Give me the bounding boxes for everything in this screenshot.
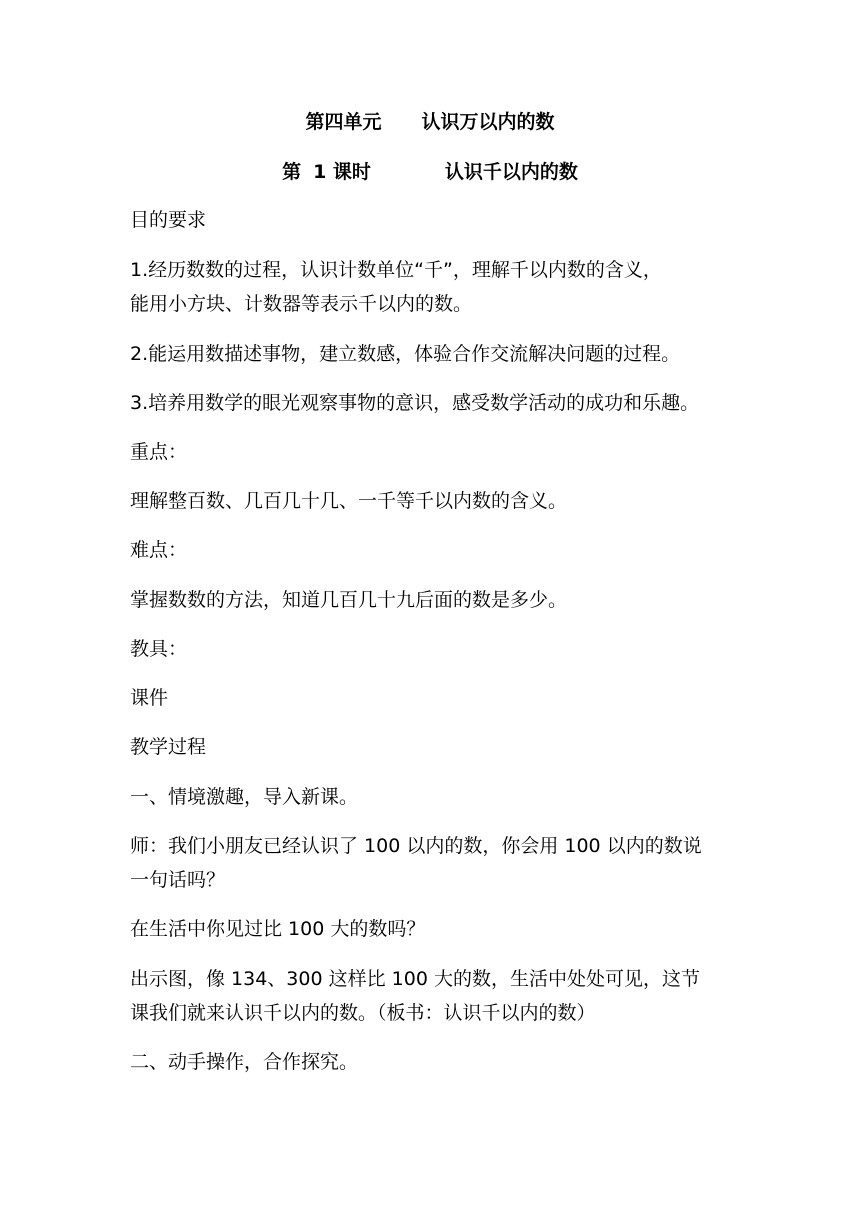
teaching-aids-text: 课件: [130, 687, 169, 709]
unit-label: 第四单元: [305, 111, 382, 133]
key-point-heading: 重点：: [130, 441, 188, 463]
process-heading: 教学过程: [130, 736, 207, 758]
section-1-heading: 一、情境激趣，导入新课。: [130, 786, 359, 808]
unit-topic: 认识万以内的数: [421, 111, 555, 133]
difficulty-heading: 难点：: [130, 539, 188, 561]
question-line: 在生活中你见过比 100 大的数吗？: [130, 918, 426, 940]
objective-2: 2.能运用数描述事物，建立数感，体验合作交流解决问题的过程。: [130, 343, 681, 365]
key-point-text: 理解整百数、几百几十几、一千等千以内数的含义。: [130, 490, 568, 512]
show-picture-line-1: 出示图，像 134、300 这样比 100 大的数，生活中处处可见，这节: [130, 968, 700, 990]
lesson-topic: 认识千以内的数: [444, 161, 578, 183]
teacher-line-1: 师：我们小朋友已经认识了 100 以内的数，你会用 100 以内的数说: [130, 835, 702, 857]
objective-1-line-1: 1.经历数数的过程，认识计数单位“千”，理解千以内数的含义，: [130, 259, 662, 281]
teaching-aids-heading: 教具：: [130, 638, 188, 660]
difficulty-text: 掌握数数的方法，知道几百几十九后面的数是多少。: [130, 589, 568, 611]
lesson-title: [0, 160, 860, 184]
lesson-number: 1 课时: [313, 161, 371, 183]
objective-3: 3.培养用数学的眼光观察事物的意识，感受数学活动的成功和乐趣。: [130, 392, 700, 414]
unit-title: [0, 110, 860, 134]
lesson-prefix: 第: [282, 161, 302, 183]
section-2-heading: 二、动手操作，合作探究。: [130, 1051, 359, 1073]
objective-1-line-2: 能用小方块、计数器等表示千以内的数。: [130, 293, 473, 315]
teacher-line-2: 一句话吗？: [130, 869, 226, 891]
show-picture-line-2: 课我们就来认识千以内的数。（板书：认识千以内的数）: [130, 1002, 596, 1024]
objectives-heading: 目的要求: [130, 209, 207, 231]
